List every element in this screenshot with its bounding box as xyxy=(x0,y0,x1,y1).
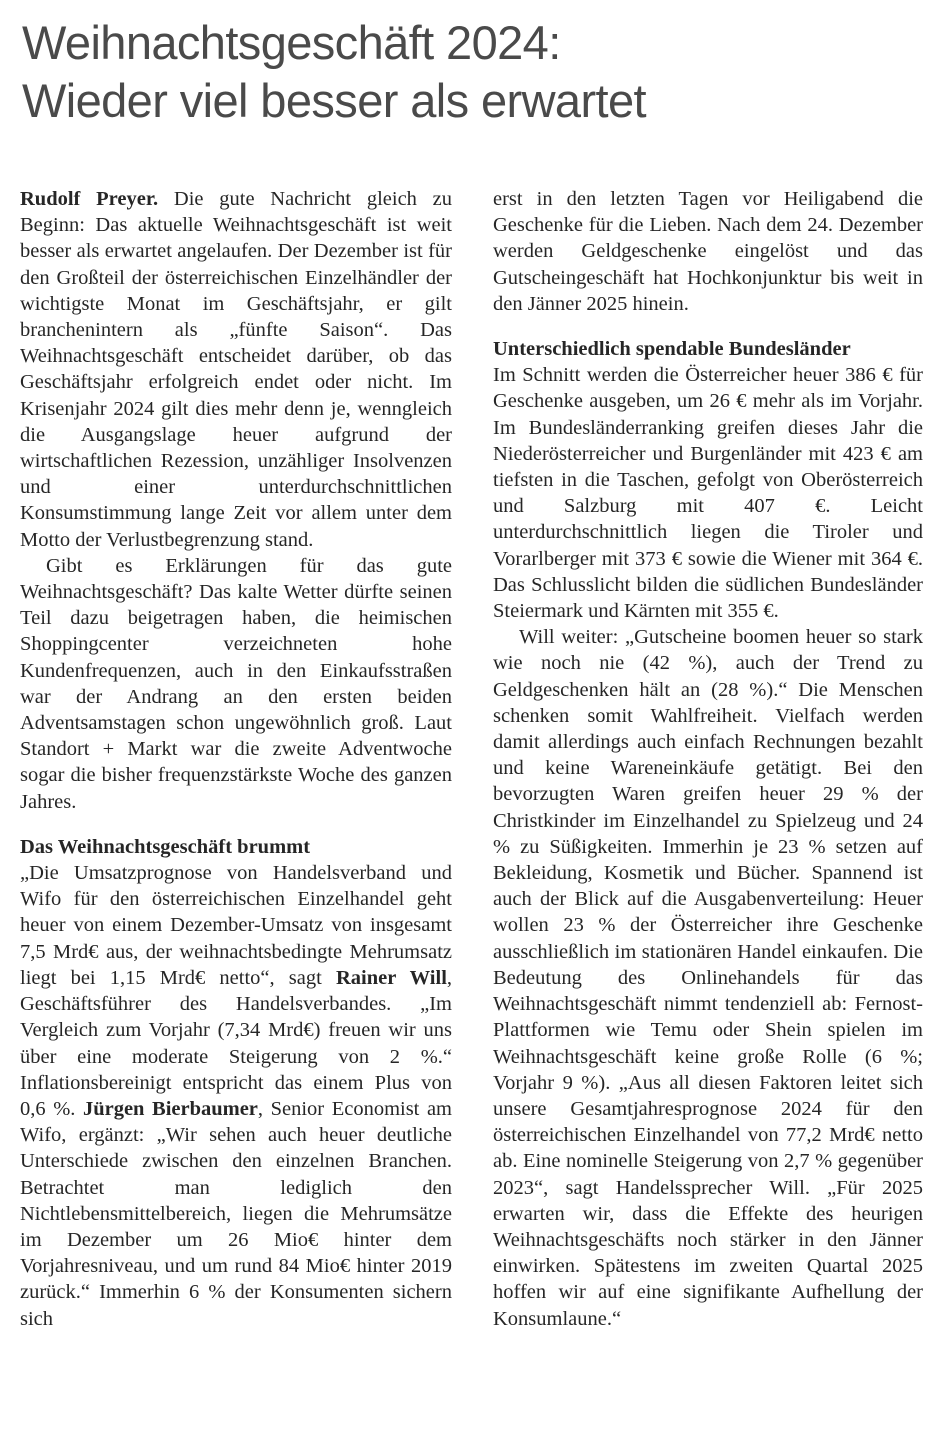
person-rainer-will: Rainer Will xyxy=(335,966,447,989)
section-heading-brummt: Das Weihnachtsgeschäft brummt xyxy=(20,835,311,858)
intro-text: Die gute Nachricht gleich zu Beginn: Das aktuelle Weihnachtsgeschäft ist weit besser als erwartet angelaufen. Der Dezember ist für den Großteil der österreichischen Einzelhändler der wichtigste Monat im Geschäftsjahr, er gilt branchenintern als „fünfte Saison“. Das Weihnachtsgeschäft entscheidet darüber, ob das Geschäftsjahr erfolgreich endet oder nicht. Im Krisenjahr 2024 gilt dies mehr denn je, wenngleich die Ausgangslage heuer aufgrund der wirtschaftlichen Rezession, unzähliger Insolvenzen und einer unterdurchschnittlichen Konsumstimmung lange Zeit vor allem unter dem Motto der Verlustbegrenzung stand. xyxy=(20,188,453,551)
headline-line-1: Weihnachtsgeschäft 2024: xyxy=(22,16,561,69)
vouchers-paragraph: Will weiter: „Gutscheine boomen heuer so stark wie noch nie (42 %), auch der Trend zu Geldgeschenken hält an (28 %).“ Die Menschen schenken somit Wahlfreiheit. Vielfach werden damit allerdings auch einfach Rechnungen bezahlt und keine Wareneinkäufe getätigt. Bei den bevorzugten Waren greifen heuer 29 % der Christkinder im Einzelhandel zu Spielzeug und 24 % zu Süßigkeiten. Immerhin je 23 % setzen auf Bekleidung, Kosmetik und Bücher. Spannend ist auch der Blick auf die Ausgabenverteilung: Heuer wollen 23 % der Österreicher ihre Geschenke ausschließlich im stationären Handel einkaufen. Die Bedeutung des Onlinehandels für das Weihnachtsgeschäft nimmt tendenziell ab: Fernost-Plattformen wie Temu oder Shein spielen im Weihnachtsgeschäft keine große Rolle (6 %; Vorjahr 9 %). „Aus all diesen Faktoren leitet sich unsere Gesamtjahresprognose 2024 für den österreichischen Einzelhandel von 77,2 Mrd€ netto ab. Eine nominelle Steigerung von 2,7 % gegenüber 2023“, sagt Handelssprecher Will. „Für 2025 erwarten wir, dass die Effekte des heurigen Weihnachtsgeschäfts noch stärker in den Jänner einwirken. Spätestens im zweiten Quartal 2025 hoffen wir auf eine signifikante Aufhellung der Konsumlaune.“ xyxy=(493,626,923,1330)
forecast-paragraph xyxy=(20,860,452,1332)
person-juergen-bierbaumer: Jürgen Bierbaumer xyxy=(82,1097,258,1120)
article-headline xyxy=(22,14,922,130)
headline-line-2: Wieder viel besser als erwartet xyxy=(22,74,646,127)
section-heading-bundeslaender: Unterschiedlich spendable Bundesländer xyxy=(493,338,851,361)
article-column-left xyxy=(20,186,452,1332)
explanation-paragraph: Gibt es Erklärungen für das gute Weihnachtsgeschäft? Das kalte Wetter dürfte seinen Teil dazu beigetragen haben, die heimischen Shoppingcenter verzeichneten hohe Kundenfrequenzen, auch in den Einkaufsstraßen war der Andrang an den ersten beiden Adventsamstagen schon ungewöhnlich groß. Laut Standort + Markt war die zweite Adventwoche sogar die bisher frequenzstärkste Woche des ganzen Jahres. xyxy=(20,554,452,813)
author-name: Rudolf Preyer. xyxy=(20,188,159,210)
forecast-text-b: , Geschäftsführer des Handelsverbandes. „Im Vergleich zum Vorjahr (7,34 Mrd€) freuen wir uns über eine moderate Steigerung von 2 %.“ Inflationsbereinigt entspricht das einem Plus von 0,6 %. xyxy=(20,966,453,1120)
forecast-text-a: „Die Umsatzprognose von Handelsverband und Wifo für den österreichischen Einzelhandel geht heuer von einem Dezember-Umsatz von insgesamt 7,5 Mrd€ aus, der weihnachtsbedingte Mehrumsatz liegt bei 1,15 Mrd€ netto“, sagt xyxy=(20,862,452,989)
ranking-paragraph: Im Schnitt werden die Österreicher heuer 386 € für Geschenke ausgeben, um 26 € mehr als im Vorjahr. Im Bundesländerranking greifen dieses Jahr die Niederösterreicher und Burgenländer mit 423 € am tiefsten in die Taschen, gefolgt von Oberösterreich und Salzburg mit 407 €. Leicht unterdurchschnittlich liegen die Tiroler und Vorarlberger mit 373 € sowie die Wiener mit 364 €. Das Schlusslicht bilden die südlichen Bundesländer Steiermark und Kärnten mit 355 €. xyxy=(493,364,923,623)
continuation-paragraph: erst in den letzten Tagen vor Heiligabend die Geschenke für die Lieben. Nach dem 24. Dezember werden Geldgeschenke eingelöst und das Gutscheingeschäft hat Hochkonjunktur bis weit in den Jänner 2025 hinein. xyxy=(493,188,923,315)
article-column-right xyxy=(493,186,923,1332)
intro-paragraph xyxy=(20,186,452,553)
forecast-text-c: , Senior Economist am Wifo, ergänzt: „Wir sehen auch heuer deutliche Unterschiede zwischen den einzelnen Branchen. Betrachtet man lediglich den Nichtlebensmittelbereich, liegen die Mehrumsätze im Dezember um 26 Mio€ hinter dem Vorjahresniveau, und um rund 84 Mio€ hinter 2019 zurück.“ Immerhin 6 % der Konsumenten sichern sich xyxy=(20,1097,452,1330)
